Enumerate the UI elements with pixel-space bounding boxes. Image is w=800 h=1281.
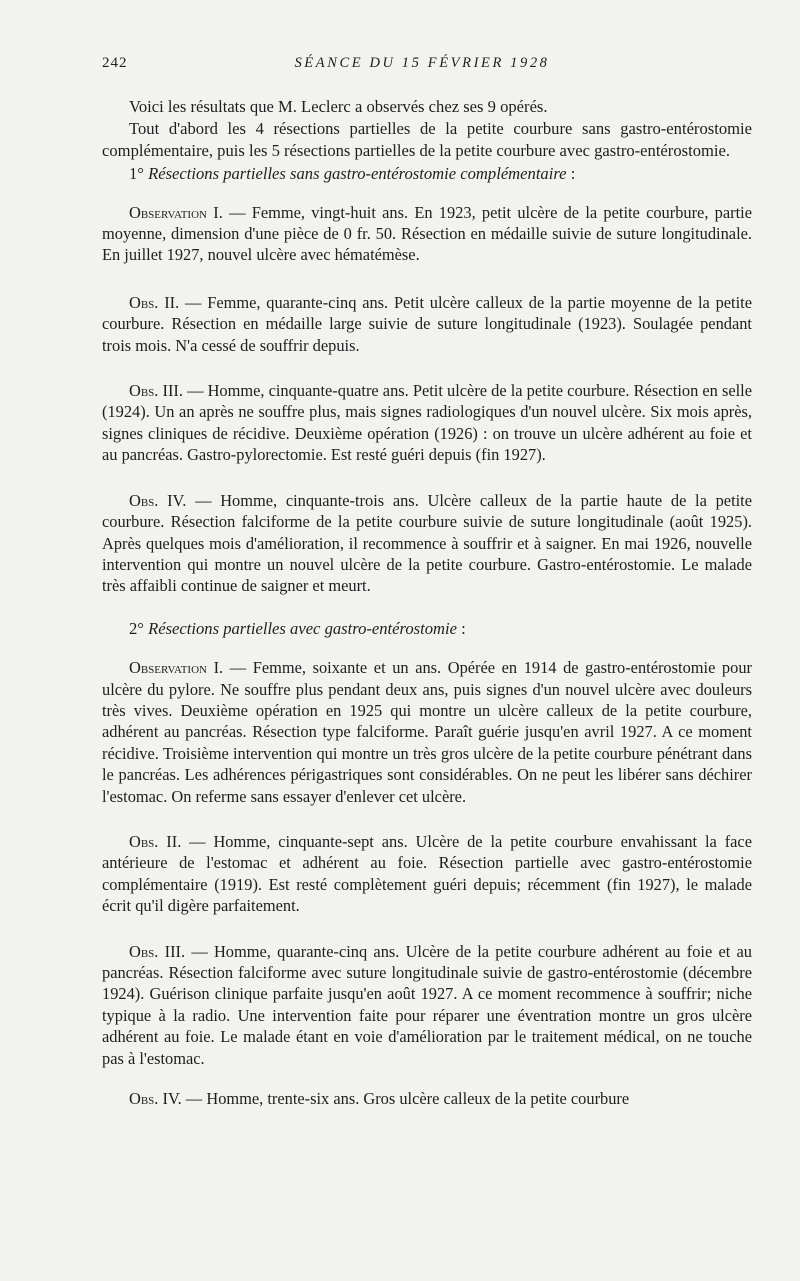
observation-text: — Homme, quarante-cinq ans. Ulcère de la petite courbure adhérent au foie et au pancréas. Résection falciforme avec suture longitudinale suivie de gastro-entérostomie (décembre 1924). Guérison clinique parfaite jusqu'en août 1927. A ce moment recommence à souffrir; niche typique à la radio. Une intervention faite pour réparer une éventration montre un gros ulcère adhérent au foie. Le malade étant en voie d'amélioration par le traitement médical, on ne touche pas à l'estomac. — [102, 941, 752, 1068]
section-1-colon: : — [566, 164, 576, 184]
observation-text: — Femme, vingt-huit ans. En 1923, petit ulcère de la petite courbure, partie moyenne, dimension d'une pièce de 0 fr. 50. Résection en médaille suivie de suture longitudinale. En juillet 1927, nouvel ulcère avec hématémèse. — [102, 202, 752, 265]
page-header — [102, 55, 742, 77]
running-title: SÉANCE DU 15 FÉVRIER 1928 — [294, 55, 550, 71]
intro-paragraph-1: Voici les résultats que M. Leclerc a observés chez ses 9 opérés. — [129, 97, 548, 116]
observation-label: Observation I. — [129, 202, 223, 222]
section-1-observation-2 — [102, 292, 752, 356]
section-2-number: 2° — [129, 618, 144, 638]
observation-label: Obs. III. — [129, 941, 186, 961]
intro-paragraph-2: Tout d'abord les 4 résections partielles de la petite courbure sans gastro-entérostomie complémentaire, puis les 5 résections partielles de la petite courbure avec gastro-entérostomie. — [102, 119, 752, 160]
section-1-observation-4 — [102, 490, 752, 597]
observation-label: Obs. IV. — [129, 1089, 182, 1109]
section-1-title: Résections partielles sans gastro-entérostomie complémentaire — [148, 164, 567, 184]
observation-label: Obs. II. — [129, 292, 180, 312]
section-2-colon: : — [457, 618, 466, 638]
section-2-title: Résections partielles avec gastro-entérostomie — [148, 618, 457, 638]
observation-text: — Femme, quarante-cinq ans. Petit ulcère calleux de la partie moyenne de la petite courbure. Résection en médaille large suivie de suture longitudinale (1923). Soulagée pendant trois mois. N'a cessé de souffrir depuis. — [102, 292, 752, 355]
observation-label: Obs. III. — [129, 381, 183, 401]
page-number: 242 — [102, 55, 128, 71]
observation-text: — Homme, cinquante-sept ans. Ulcère de la petite courbure envahissant la face antérieure de l'estomac et adhérent au foie. Résection partielle avec gastro-entérostomie complémentaire (1919). Est resté complètement guéri depuis; récemment (fin 1927), le malade écrit qu'il digère parfaitement. — [102, 831, 752, 916]
section-2-observation-4 — [102, 1088, 752, 1109]
section-1-number: 1° — [129, 164, 144, 184]
observation-text: — Homme, trente-six ans. Gros ulcère calleux de la petite courbure — [181, 1089, 630, 1109]
section-2-observation-3 — [102, 941, 752, 1069]
section-2-observation-1 — [102, 657, 752, 807]
observation-text: — Femme, soixante et un ans. Opérée en 1914 de gastro-entérostomie pour ulcère du pylore. Ne souffre plus pendant deux ans, puis signes d'un nouvel ulcère avec douleurs très vives. Deuxième opération en 1925 qui montre un ulcère calleux de la petite courbure, adhérent au pancréas. Résection type falciforme. Paraît guérie jusqu'en avril 1927. A ce moment récidive. Troisième intervention qui montre un très gros ulcère de la petite courbure pénétrant dans le pancréas. Les adhérences périgastriques sont considérables. On ne peut les libérer sans déchirer l'estomac. On referme sans essayer d'enlever cet ulcère. — [102, 658, 752, 806]
observation-label: Obs. IV. — [129, 490, 187, 510]
section-2-heading — [102, 618, 752, 639]
observation-label: Obs. II. — [129, 831, 182, 851]
page-body — [102, 96, 752, 1109]
section-2-observation-2 — [102, 831, 752, 917]
observation-label: Observation I. — [129, 658, 224, 678]
observation-text: — Homme, cinquante-quatre ans. Petit ulcère de la petite courbure. Résection en selle (1924). Un an après ne souffre plus, mais signes radiologiques d'un nouvel ulcère. Six mois après, signes cliniques de récidive. Deuxième opération (1926) : on trouve un ulcère adhérent au foie et au pancréas. Gastro-pylorectomie. Est resté guéri depuis (fin 1927). — [102, 381, 752, 465]
section-1-observation-3 — [102, 380, 752, 466]
section-1-heading — [102, 163, 752, 184]
observation-text: — Homme, cinquante-trois ans. Ulcère calleux de la partie haute de la petite courbure. Résection falciforme de la petite courbure suivie de suture longitudinale (août 1925). Après quelques mois d'amélioration, il recommence à souffrir et à saigner. En mai 1926, nouvelle intervention qui montre un nouvel ulcère de la petite courbure. Gastro-entérostomie. Le malade très affaibli continue de saigner et meurt. — [102, 490, 752, 596]
section-1-observation-1 — [102, 202, 752, 266]
